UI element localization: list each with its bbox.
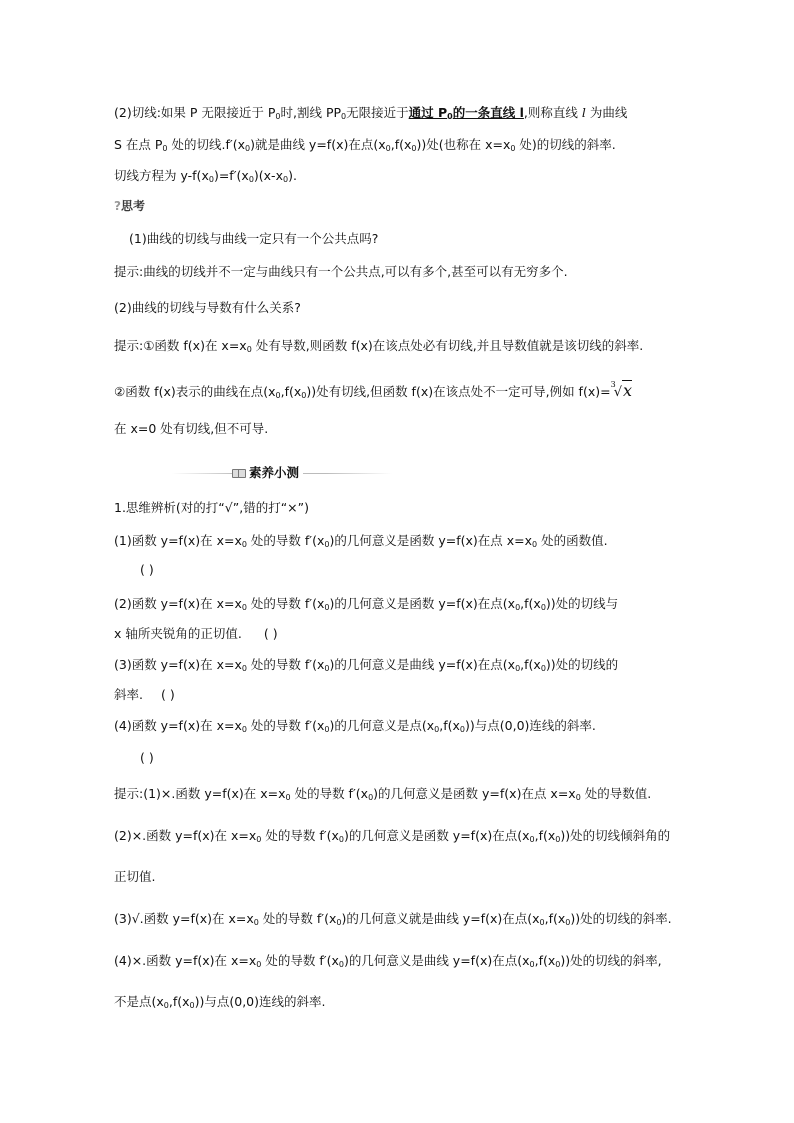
hint-2: (2)×.函数 y=f(x)在 $x=x_0$ 处的导数 $f'(x_0)$的几何意义是函数 y=f(x)在点$(x_0,f(x_0))$处的切线倾斜角的 — [114, 828, 671, 844]
hint-1: 提示:(1)×.函数 y=f(x)在 $x=x_0$ 处的导数 $f'(x_0)$的几何意义是函数 y=f(x)在点 $x=x_0$ 处的导数值. — [114, 786, 652, 802]
exercise-item-1-answer-blank[interactable]: ( ) — [140, 562, 154, 577]
definition-line-1: (2)切线:如果 P 无限接近于 $P_0$时,割线 $PP_0$无限接近于通过 $P_0$的一条直线 l,则称直线 l 为曲线 — [114, 105, 628, 121]
exercise-item-2: (2)函数 y=f(x)在 $x=x_0$ 处的导数 $f'(x_0)$的几何意义是函数 y=f(x)在点$(x_0,f(x_0))$处的切线与 — [114, 596, 619, 612]
tangent-equation-line: 切线方程为 $y-f(x_0)=f'(x_0)(x-x_0)$. — [114, 168, 297, 184]
book-icon — [232, 467, 245, 477]
exercise-item-1: (1)函数 y=f(x)在 $x=x_0$ 处的导数 $f'(x_0)$的几何意义是函数 y=f(x)在点 $x=x_0$ 处的函数值. — [114, 533, 608, 549]
exercise-item-3-answer-blank[interactable]: ( ) — [160, 687, 175, 702]
section-heading: 素养小测 — [232, 463, 303, 481]
think-question-2: (2)曲线的切线与导数有什么关系? — [114, 300, 301, 315]
think-answer-1: 提示:曲线的切线并不一定与曲线只有一个公共点,可以有多个,甚至可以有无穷多个. — [114, 264, 568, 279]
hint-4: (4)×.函数 y=f(x)在 $x=x_0$ 处的导数 $f'(x_0)$的几何意义是曲线 y=f(x)在点$(x_0,f(x_0))$处的切线的斜率, — [114, 953, 662, 969]
think-answer-3: ②函数 f(x)表示的曲线在点$(x_0,f(x_0))$处有切线,但函数 f(x)在该点处不一定可导,例如 f(x)=$^3$√x — [114, 380, 633, 400]
exercise-heading: 1.思维辨析(对的打“√”,错的打“×”) — [114, 500, 309, 515]
hint-2-cont: 正切值. — [114, 869, 156, 884]
exercise-item-2-answer-blank[interactable]: ( ) — [263, 626, 278, 641]
think-heading: ?思考 — [114, 199, 145, 213]
exercise-item-3-cont: 斜率. ( ) — [114, 687, 175, 702]
underlined-phrase: 通过 $P_0$的一条直线 l — [408, 105, 524, 121]
exercise-item-2-cont: x 轴所夹锐角的正切值. ( ) — [114, 626, 278, 641]
think-answer-2: 提示:①函数 f(x)在 $x=x_0$ 处有导数,则函数 f(x)在该点处必有切线,并且导数值就是该切线的斜率. — [114, 338, 644, 354]
hint-3: (3)√.函数 y=f(x)在 $x=x_0$ 处的导数 $f'(x_0)$的几何意义就是曲线 y=f(x)在点$(x_0,f(x_0))$处的切线的斜率. — [114, 911, 672, 927]
definition-line-2: S 在点 $P_0$ 处的切线$.f'(x_0)$就是曲线 y=f(x)在点$(x_0,f(x_0))$处(也称在 $x=x_0$ 处)的切线的斜率. — [114, 137, 616, 153]
think-answer-3-cont: 在 x=0 处有切线,但不可导. — [114, 421, 269, 436]
question-mark-icon: ? — [114, 199, 121, 213]
exercise-item-4: (4)函数 y=f(x)在 $x=x_0$ 处的导数 $f'(x_0)$的几何意义是点$(x_0,f(x_0))$与点(0,0)连线的斜率. — [114, 718, 596, 734]
exercise-item-3: (3)函数 y=f(x)在 $x=x_0$ 处的导数 $f'(x_0)$的几何意义是曲线 y=f(x)在点$(x_0,f(x_0))$处的切线的 — [114, 657, 619, 673]
hint-4-cont: 不是点$(x_0,f(x_0))$与点(0,0)连线的斜率. — [114, 994, 326, 1010]
cube-root-expression: $^3$√x — [610, 380, 633, 400]
think-question-1: (1)曲线的切线与曲线一定只有一个公共点吗? — [129, 231, 379, 246]
exercise-item-4-answer-blank[interactable]: ( ) — [140, 750, 154, 765]
